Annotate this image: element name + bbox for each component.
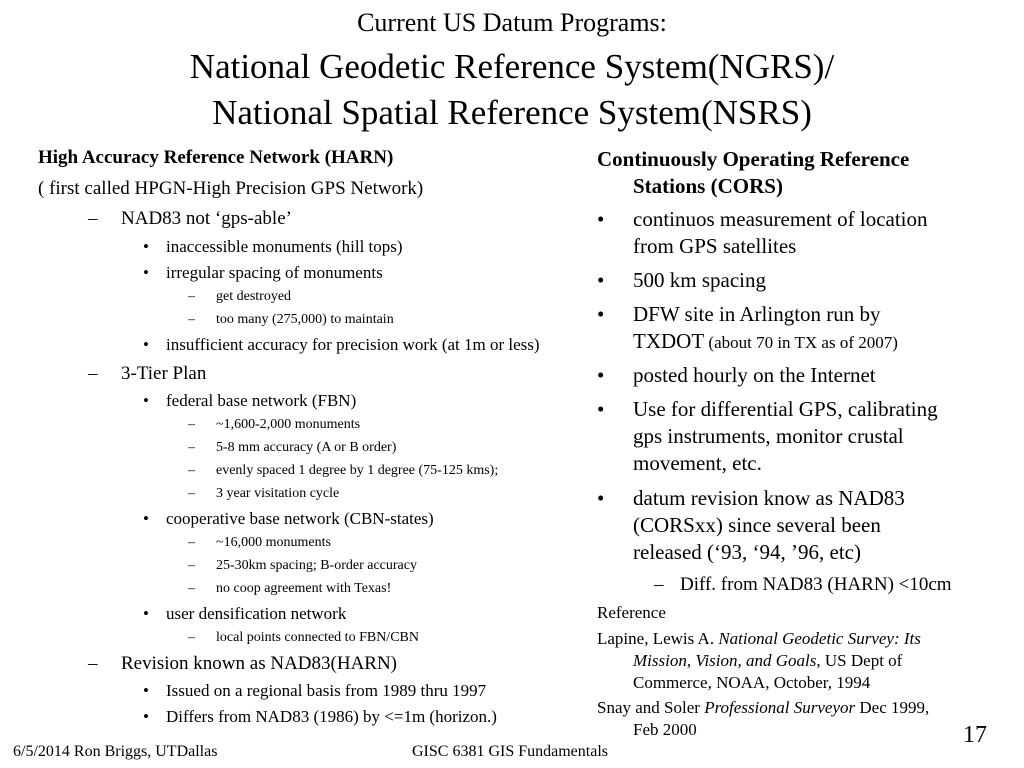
- nad83-not-gps: NAD83 not ‘gps-able’: [121, 208, 292, 229]
- insufficient-item: insufficient accuracy for precision work (at 1m or less): [166, 335, 540, 354]
- dash-marker: –: [188, 558, 195, 573]
- dash-marker: –: [188, 486, 195, 501]
- bullet-marker: •: [143, 263, 149, 282]
- bullet-marker: •: [143, 335, 149, 354]
- bullet-marker: •: [597, 397, 605, 421]
- datum-revision-line-2: (CORSxx) since several been: [633, 513, 881, 537]
- txdot-text: TXDOT: [633, 329, 705, 353]
- cbn-count-item: ~16,000 monuments: [216, 535, 331, 550]
- bullet-marker: •: [143, 604, 149, 623]
- title-line-1: Current US Datum Programs:: [357, 8, 667, 37]
- inaccessible-item: inaccessible monuments (hill tops): [166, 237, 403, 256]
- bullet-marker: •: [597, 268, 605, 292]
- cbn-texas-item: no coop agreement with Texas!: [216, 581, 392, 596]
- reference-2-author: Snay and Soler: [597, 698, 705, 717]
- too-many-item: too many (275,000) to maintain: [216, 312, 394, 327]
- bullet-marker: •: [597, 302, 605, 326]
- dash-marker: –: [188, 312, 195, 327]
- reference-2-title: Professional Surveyor: [704, 698, 856, 717]
- bullet-marker: •: [597, 486, 605, 510]
- harn-subheading: ( first called HPGN-High Precision GPS Network): [38, 178, 424, 199]
- diff-harn-item: Diff. from NAD83 (HARN) <10cm: [680, 574, 952, 595]
- local-points-item: local points connected to FBN/CBN: [216, 630, 419, 645]
- datum-revision-line-1: datum revision know as NAD83: [633, 486, 905, 510]
- title-line-3: National Spatial Reference System(NSRS): [212, 93, 812, 132]
- cors-heading-line-1: Continuously Operating Reference: [597, 147, 910, 171]
- dash-marker: –: [654, 574, 664, 595]
- reference-2-date: Dec 1999,: [855, 698, 930, 717]
- reference-1-title-cont: Mission, Vision, and Goals: [633, 651, 817, 670]
- dash-marker: –: [88, 208, 98, 229]
- cbn-item: cooperative base network (CBN-states): [166, 509, 434, 528]
- revision-item: Revision known as NAD83(HARN): [121, 653, 398, 674]
- differential-gps-line-2: gps instruments, monitor crustal: [633, 424, 904, 448]
- txdot-note: (about 70 in TX as of 2007): [704, 333, 898, 352]
- bullet-marker: •: [597, 363, 605, 387]
- differs-item: Differs from NAD83 (1986) by <=1m (horizon.): [166, 707, 497, 726]
- get-destroyed-item: get destroyed: [216, 289, 292, 304]
- spacing-item: 500 km spacing: [633, 268, 766, 292]
- reference-1-title: National Geodetic Survey: Its: [718, 629, 921, 648]
- bullet-marker: •: [143, 391, 149, 410]
- dfw-site-line-1: DFW site in Arlington run by: [633, 302, 881, 326]
- fbn-item: federal base network (FBN): [166, 391, 357, 410]
- bullet-marker: •: [143, 681, 149, 700]
- harn-heading: High Accuracy Reference Network (HARN): [38, 147, 394, 168]
- differential-gps-line-3: movement, etc.: [633, 451, 762, 475]
- dash-marker: –: [88, 363, 98, 384]
- continuous-measurement-line-2: from GPS satellites: [633, 234, 797, 258]
- reference-1-author: Lapine, Lewis A.: [597, 629, 719, 648]
- cors-heading-line-2: Stations (CORS): [633, 174, 783, 198]
- dash-marker: –: [188, 289, 195, 304]
- posted-hourly-item: posted hourly on the Internet: [633, 363, 876, 387]
- fbn-accuracy-item: 5-8 mm accuracy (A or B order): [216, 440, 397, 455]
- differential-gps-line-1: Use for differential GPS, calibrating: [633, 397, 938, 421]
- bullet-marker: •: [143, 237, 149, 256]
- dfw-site-line-2: [633, 329, 898, 353]
- footer-course: GISC 6381 GIS Fundamentals: [412, 743, 608, 760]
- datum-revision-line-3: released (‘93, ‘94, ’96, etc): [633, 540, 861, 564]
- fbn-spacing-item: evenly spaced 1 degree by 1 degree (75-125 kms);: [216, 463, 499, 478]
- reference-1-line-2: [633, 651, 902, 671]
- dash-marker: –: [188, 463, 195, 478]
- reference-1-publisher: , US Dept of: [816, 651, 903, 670]
- continuous-measurement-line-1: continuos measurement of location: [633, 207, 928, 231]
- cbn-spacing-item: 25-30km spacing; B-order accuracy: [216, 558, 417, 573]
- reference-1-line-1: [597, 629, 921, 649]
- fbn-count-item: ~1,600-2,000 monuments: [216, 417, 361, 432]
- page-number: 17: [963, 722, 987, 748]
- dash-marker: –: [188, 535, 195, 550]
- dash-marker: –: [188, 581, 195, 596]
- three-tier-plan: 3-Tier Plan: [121, 363, 207, 384]
- dash-marker: –: [188, 440, 195, 455]
- issued-item: Issued on a regional basis from 1989 thru 1997: [166, 681, 487, 700]
- reference-2-line-2: Feb 2000: [633, 720, 697, 739]
- reference-label: Reference: [597, 603, 666, 622]
- dash-marker: –: [188, 417, 195, 432]
- dash-marker: –: [188, 630, 195, 645]
- irregular-item: irregular spacing of monuments: [166, 263, 383, 282]
- bullet-marker: •: [143, 509, 149, 528]
- reference-2-line-1: [597, 698, 929, 718]
- user-densification-item: user densification network: [166, 604, 347, 623]
- title-line-2: National Geodetic Reference System(NGRS)/: [189, 47, 835, 86]
- bullet-marker: •: [597, 207, 605, 231]
- reference-1-line-3: Commerce, NOAA, October, 1994: [633, 673, 871, 692]
- footer-date-author: 6/5/2014 Ron Briggs, UTDallas: [13, 743, 218, 760]
- dash-marker: –: [88, 653, 98, 674]
- bullet-marker: •: [143, 707, 149, 726]
- fbn-cycle-item: 3 year visitation cycle: [216, 486, 340, 501]
